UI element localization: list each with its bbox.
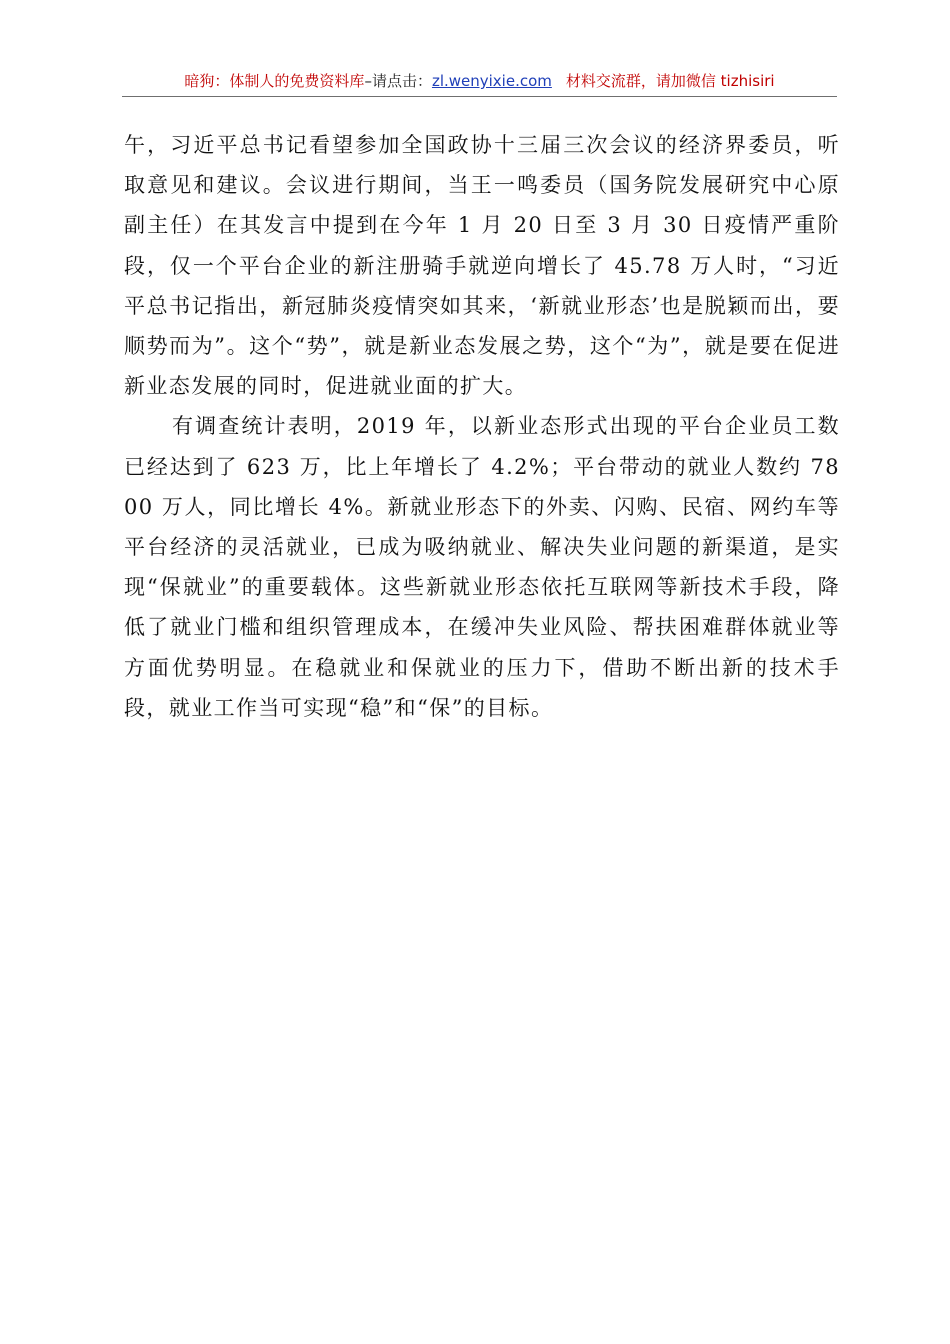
header-contact: 材料交流群，请加微信 tizhisiri: [565, 72, 775, 90]
document-body: [124, 125, 840, 728]
page-header: [122, 70, 837, 94]
header-divider: [122, 96, 837, 97]
paragraph-1: 午，习近平总书记看望参加全国政协十三届三次会议的经济界委员，听取意见和建议。会议进行期间，当王一鸣委员（国务院发展研究中心原副主任）在其发言中提到在今年 1 月 20 日至 3 月 30 日疫情严重阶段，仅一个平台企业的新注册骑手就逆向增长了 45.78 万人时，“习近平总书记指出，新冠肺炎疫情突如其来，‘新就业形态’也是脱颖而出，要顺势而为”。这个“势”，就是新业态发展之势，这个“为”，就是要在促进新业态发展的同时，促进就业面的扩大。: [124, 133, 840, 399]
paragraph-2: 有调查统计表明，2019 年，以新业态形式出现的平台企业员工数已经达到了 623 万，比上年增长了 4.2%；平台带动的就业人数约 7800 万人，同比增长 4%。新就业形态下的外卖、闪购、民宿、网约车等平台经济的灵活就业，已成为吸纳就业、解决失业问题的新渠道，是实现“保就业”的重要载体。这些新就业形态依托互联网等新技术手段，降低了就业门槛和组织管理成本，在缓冲失业风险、帮扶困难群体就业等方面优势明显。在稳就业和保就业的压力下，借助不断出新的技术手段，就业工作当可实现“稳”和“保”的目标。: [124, 414, 840, 720]
header-prompt: –请点击：: [364, 72, 432, 90]
header-brand: 暗狗：体制人的免费资料库: [184, 72, 365, 90]
header-link[interactable]: zl.wenyixie.com: [431, 72, 552, 90]
